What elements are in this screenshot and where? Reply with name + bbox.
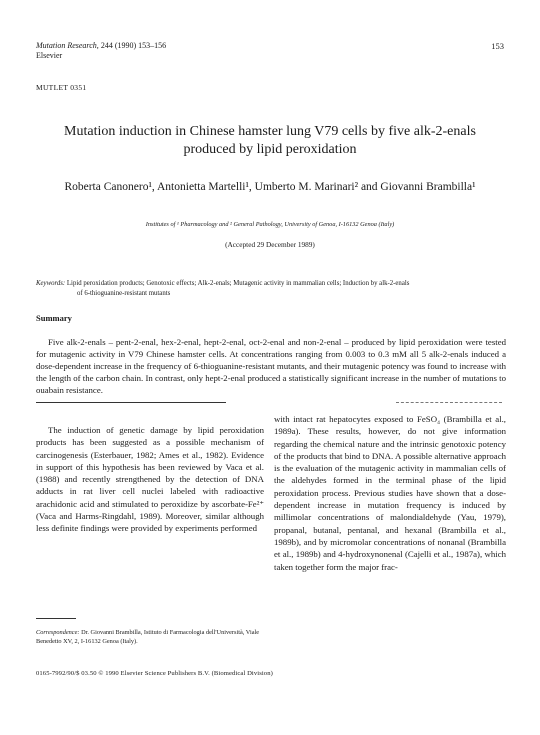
- publisher: Elsevier: [36, 51, 63, 60]
- accepted-date: (Accepted 29 December 1989): [225, 240, 315, 249]
- keywords-label: Keywords:: [36, 280, 66, 287]
- page-number: 153: [491, 41, 504, 51]
- copyright-line: 0165-7992/90/$ 03.50 © 1990 Elsevier Science Publishers B.V. (Biomedical Division): [36, 670, 273, 677]
- keywords-line-1: Lipid peroxidation products; Genotoxic effects; Alk-2-enals; Mutagenic activity in mammalian cells; Induction by alk-2-enals: [66, 280, 410, 287]
- body-right-column: with intact rat hepatocytes exposed to FeSO₄ (Brambilla et al., 1989a). These results, however, do not give information regarding the chemical nature and the intrinsic genotoxic potency of the products that bind to DNA. A possible alternative approach is the evaluation of the mutagenic activity in mammalian cells of the aldehydes formed in the terminal phase of the lipid peroxidation process. Previous studies have shown that a dose-dependent increase in mutation frequency is induced by millimolar concentrations of malondialdehyde (Yau, 1979), propanal, butanal, pentanal, and hexanal (Brambilla et al., 1989b), and by micromolar concentrations of nonanal (Brambilla et al., 1989b) and 4-hydroxynonenal (Cajelli et al., 1987a), which taken together form the major frac-: [274, 414, 506, 572]
- running-header: [36, 41, 166, 61]
- section-rule-left: [36, 402, 226, 403]
- section-rule-right: [396, 402, 502, 403]
- keywords-line-2: of 6-thioguanine-resistant mutants: [77, 289, 171, 297]
- summary-text: Five alk-2-enals – pent-2-enal, hex-2-enal, hept-2-enal, oct-2-enal and non-2-enal – produced by lipid peroxidation were tested for mutagenic activity in V79 Chinese hamster cells. At concentrations ranging from 0.003 to 0.3 mM all 5 alk-2-enals induced a dose-dependent increase in the frequency of 6-thioguanine-resistant mutants, and their mutagenic potency was found to increase with the length of the carbon chain. In contrast, only hept-2-enal produced a statistically significant increase in the number of mutations to ouabain resistance.: [36, 337, 506, 395]
- body-left-column: The induction of genetic damage by lipid peroxidation products has been suggested as a possible mechanism of carcinogenesis (Esterbauer, 1982; Ames et al., 1982). Evidence in support of this hypothesis has been reviewed by Vaca et al. (1988) and recently strengthened by the detection of DNA adducts in rat liver cell nuclei labeled with radioactive arachidonic acid and stimulated to peroxidize by ascorbate-Fe²⁺ (Vaca and Harms-Ringdahl, 1989). Moreover, similar although less definite findings were provided by experiments performed: [36, 425, 264, 534]
- volume-pages: 244 (1990) 153–156: [100, 41, 167, 50]
- article-title: Mutation induction in Chinese hamster lung V79 cells by five alk-2-enals produced by lipid peroxidation: [64, 124, 476, 157]
- footnote-text: Dr. Giovanni Brambilla, Istituto di Farmacologia dell'Università, Viale Benedetto XV, 2, I-16132 Genoa (Italy).: [36, 629, 260, 645]
- author-list: Roberta Canonero¹, Antonietta Martelli¹, Umberto M. Marinari² and Giovanni Brambilla¹: [64, 181, 476, 193]
- affiliation: Institutes of ¹ Pharmacology and ² General Pathology, University of Genoa, I-16132 Genoa (Italy): [145, 221, 395, 228]
- journal-name: Mutation Research,: [36, 41, 99, 50]
- summary-heading: Summary: [36, 313, 72, 323]
- keywords-block: [36, 279, 506, 298]
- footnote-rule: [36, 618, 76, 619]
- article-code: MUTLET 0351: [36, 83, 87, 92]
- correspondence-footnote: [36, 628, 264, 646]
- footnote-label: Correspondence:: [36, 629, 80, 636]
